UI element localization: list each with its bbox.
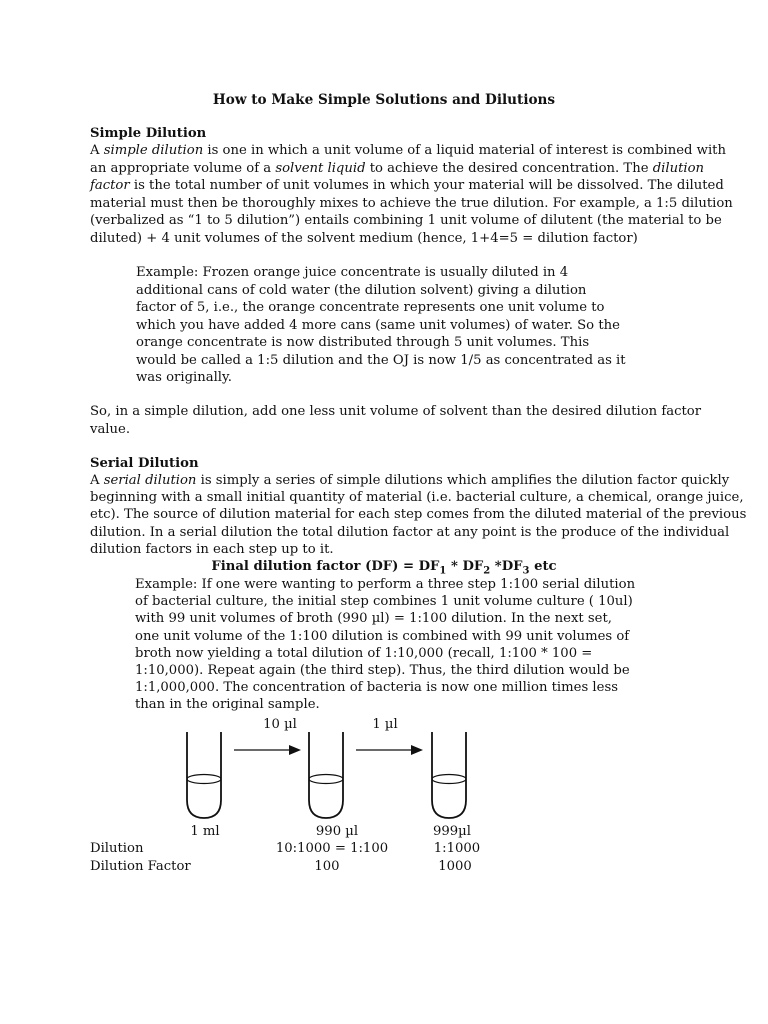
paragraph-line: dilution. In a serial dilution the total dilution factor at any point is the produce of the individual [90,524,730,540]
arrow-1-icon [234,745,301,755]
serial-dilution-heading: Serial Dilution [90,456,199,471]
dilution-factor-value-3: 1000 [438,859,472,874]
paragraph-line: etc). The source of dilution material for each step comes from the diluted material of the previous [90,507,747,523]
volume-label-1: 1 ml [190,824,220,839]
paragraph-line: So, in a simple dilution, add one less unit volume of solvent than the desired dilution factor [90,404,702,419]
example-line: additional cans of cold water (the dilution solvent) giving a dilution [136,282,587,298]
example-line: broth now yielding a total dilution of 1:10,000 (recall, 1:100 * 100 = [135,645,593,661]
example-line: 1:1,000,000. The concentration of bacteria is now one million times less [135,680,618,696]
test-tube-3 [432,732,466,818]
example-line: which you have added 4 more cans (same unit volumes) of water. So the [136,317,620,333]
volume-label-3: 999µl [433,824,471,839]
paragraph-line: material must then be thoroughly mixes to achieve the true dilution. For example, a 1:5 dilution [90,195,733,211]
example-line: than in the original sample. [135,697,320,713]
dilution-value-2: 10:1000 = 1:100 [275,841,389,856]
example-line: 1:10,000). Repeat again (the third step). Thus, the third dilution would be [135,663,630,678]
dilution-factor-value-2: 100 [314,859,340,874]
dilution-row-label: Dilution [90,841,144,856]
paragraph-line: factor is the total number of unit volumes in which your material will be dissolved. The diluted [90,178,724,193]
example-line: factor of 5, i.e., the orange concentrate represents one unit volume to [136,300,605,315]
example-line: Example: Frozen orange juice concentrate is usually diluted in 4 [136,265,569,280]
page-title: How to Make Simple Solutions and Dilutions [212,92,556,108]
paragraph-line: diluted) + 4 unit volumes of the solvent medium (hence, 1+4=5 = dilution factor) [90,230,638,246]
arrow-2-icon [356,745,423,755]
volume-label-2: 990 µl [315,824,359,839]
dilution-value-3: 1:1000 [433,841,481,856]
transfer-label-1: 10 µl [263,717,297,732]
example-line: was originally. [136,370,232,385]
paragraph-line: dilution factors in each step up to it. [90,541,334,557]
test-tube-1 [187,732,221,818]
dilution-factor-row-label: Dilution Factor [90,859,191,874]
simple-dilution-heading: Simple Dilution [90,126,207,141]
example-line: of bacterial culture, the initial step combines 1 unit volume culture ( 10ul) [135,594,633,610]
paragraph-line: value. [90,421,131,437]
example-line: Example: If one were wanting to perform a three step 1:100 serial dilution [135,577,636,592]
paragraph-line: A simple dilution is one in which a unit volume of a liquid material of interest is combined with [90,143,726,158]
paragraph-line: an appropriate volume of a solvent liquid to achieve the desired concentration. The dilution [90,160,705,176]
example-line: one unit volume of the 1:100 dilution is combined with 99 unit volumes of [135,628,630,644]
paragraph-line: (verbalized as “1 to 5 dilution”) entails combining 1 unit volume of dilutent (the material to be [90,213,722,228]
example-line: with 99 unit volumes of broth (990 µl) = 1:100 dilution. In the next set, [135,611,612,627]
example-line: would be called a 1:5 dilution and the OJ is now 1/5 as concentrated as it [136,352,626,368]
paragraph-line: A serial dilution is simply a series of simple dilutions which amplifies the dilution factor quickly [90,473,730,488]
test-tube-2 [309,732,343,818]
transfer-label-2: 1 µl [372,717,398,732]
example-line: orange concentrate is now distributed through 5 unit volumes. This [136,335,590,350]
dilution-factor-formula: Final dilution factor $(DF) = DF_1 * DF_2$ $*DF_3$ etc [211,559,557,577]
paragraph-line: beginning with a small initial quantity of material (i.e. bacterial culture, a chemical, orange juice, [90,490,744,506]
